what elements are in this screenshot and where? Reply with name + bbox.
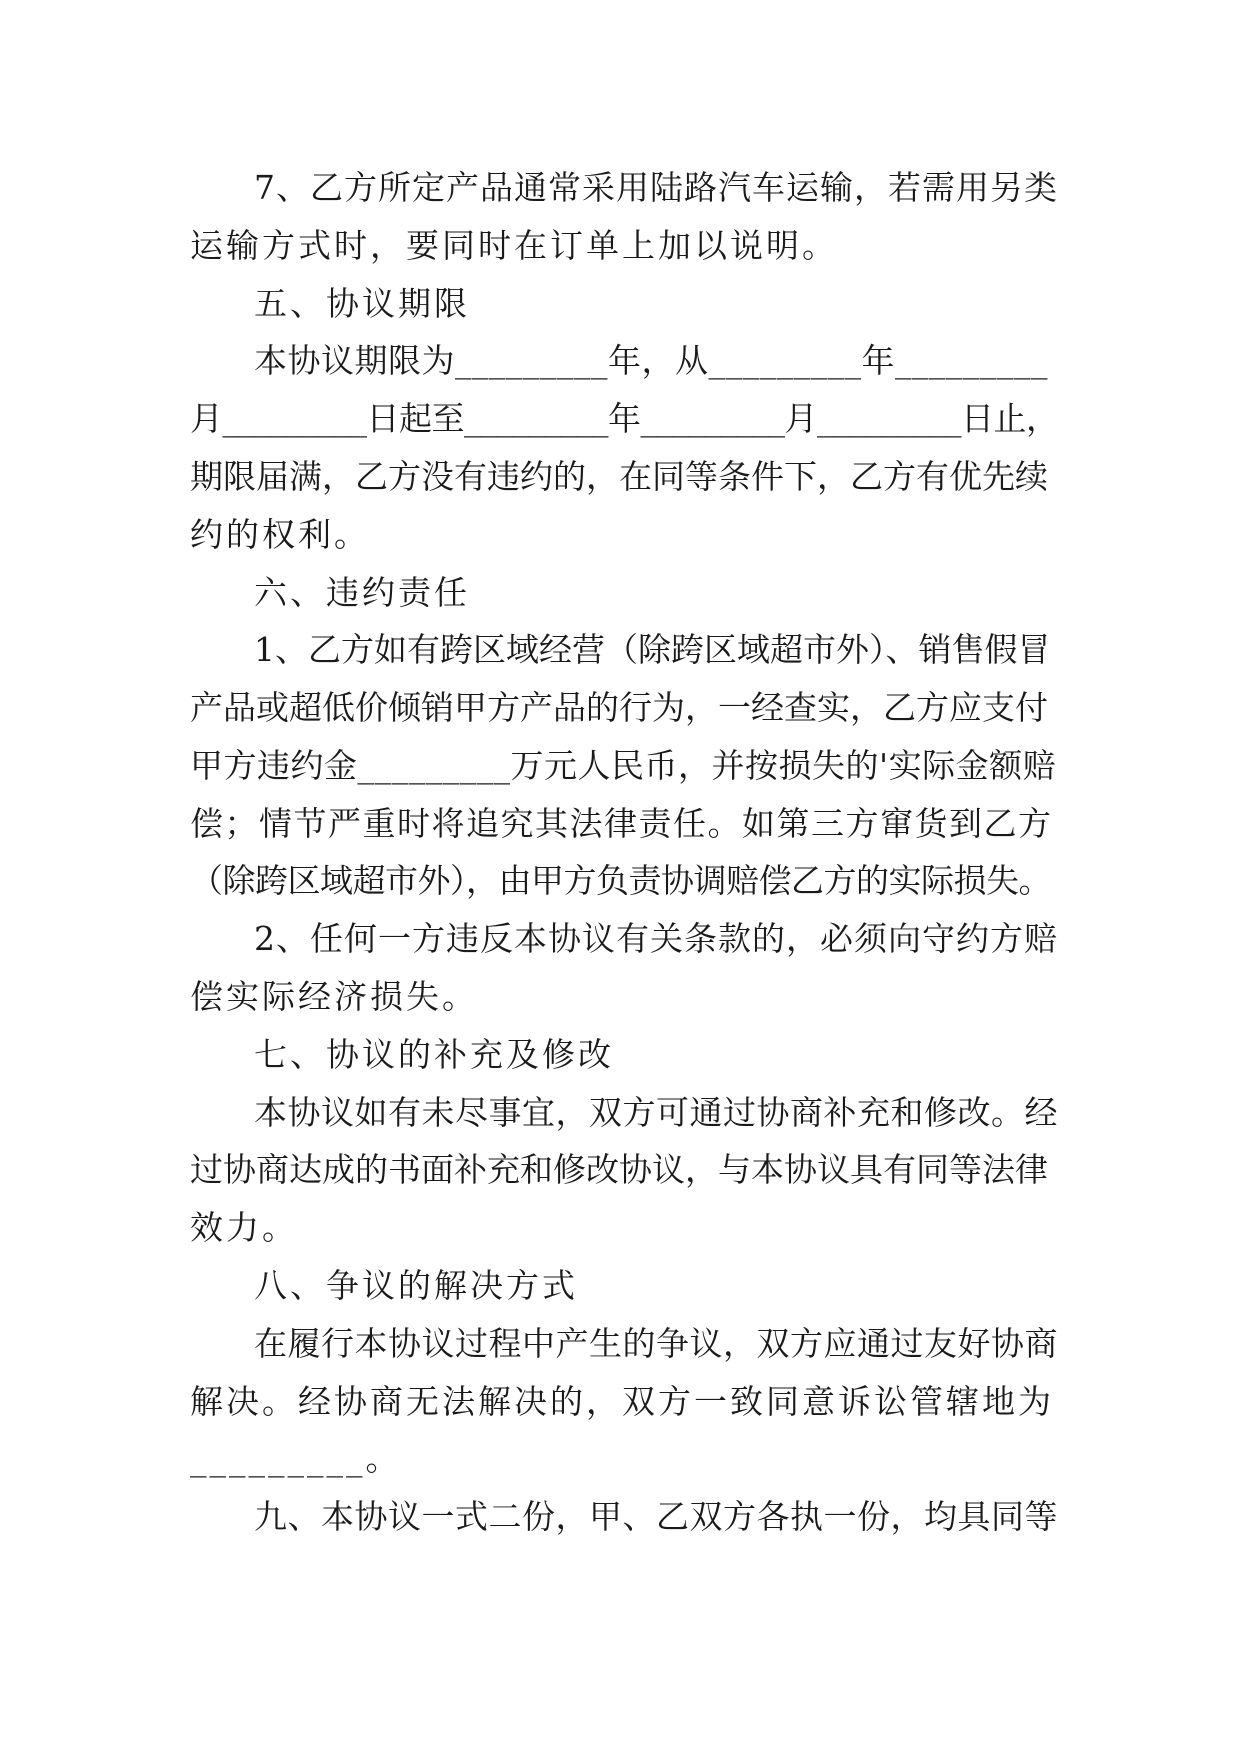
section-heading: 七、协议的补充及修改: [254, 1035, 614, 1074]
text-line: 过协商达成的书面补充和修改协议，与本协议具有同等法律: [190, 1150, 1048, 1189]
text-line: 甲方违约金_________万元人民币，并按损失的'实际金额赔: [190, 746, 1057, 785]
section-heading: 六、违约责任: [254, 573, 470, 612]
text-line: 效力。: [190, 1208, 298, 1247]
text-line: 2、任何一方违反本协议有关条款的，必须向守约方赔: [254, 919, 1058, 958]
text-line: 在履行本协议过程中产生的争议，双方应通过友好协商: [254, 1324, 1058, 1363]
text-line: 九、本协议一式二份，甲、乙双方各执一份，均具同等: [254, 1497, 1058, 1536]
text-line: 7、乙方所定产品通常采用陆路汽车运输，若需用另类: [254, 168, 1058, 207]
text-line: （除跨区域超市外），由甲方负责协调赔偿乙方的实际损失。: [190, 861, 1051, 900]
text-line: 运输方式时，要同时在订单上加以说明。: [190, 226, 838, 265]
section-heading: 八、争议的解决方式: [254, 1266, 578, 1305]
section-heading: 五、协议期限: [254, 284, 470, 323]
text-line: 本协议期限为_________年，从_________年_________: [254, 341, 1048, 380]
text-line: 产品或超低价倾销甲方产品的行为，一经查实，乙方应支付: [190, 688, 1048, 727]
text-line: 解决。经协商无法解决的，双方一致同意诉讼管辖地为: [190, 1382, 1054, 1421]
text-line: 1、乙方如有跨区域经营（除跨区域超市外）、销售假冒: [254, 630, 1051, 669]
text-line: 期限届满，乙方没有违约的，在同等条件下，乙方有优先续: [190, 457, 1048, 496]
text-line: 约的权利。: [190, 515, 370, 554]
text-line: 月_________日起至_________年_________月_________日止，: [190, 399, 1059, 438]
text-line: _________。: [190, 1439, 402, 1478]
text-line: 本协议如有未尽事宜，双方可通过协商补充和修改。经: [254, 1093, 1058, 1132]
text-line: 偿；情节严重时将追究其法律责任。如第三方窜货到乙方: [190, 804, 1053, 843]
text-line: 偿实际经济损失。: [190, 977, 478, 1016]
